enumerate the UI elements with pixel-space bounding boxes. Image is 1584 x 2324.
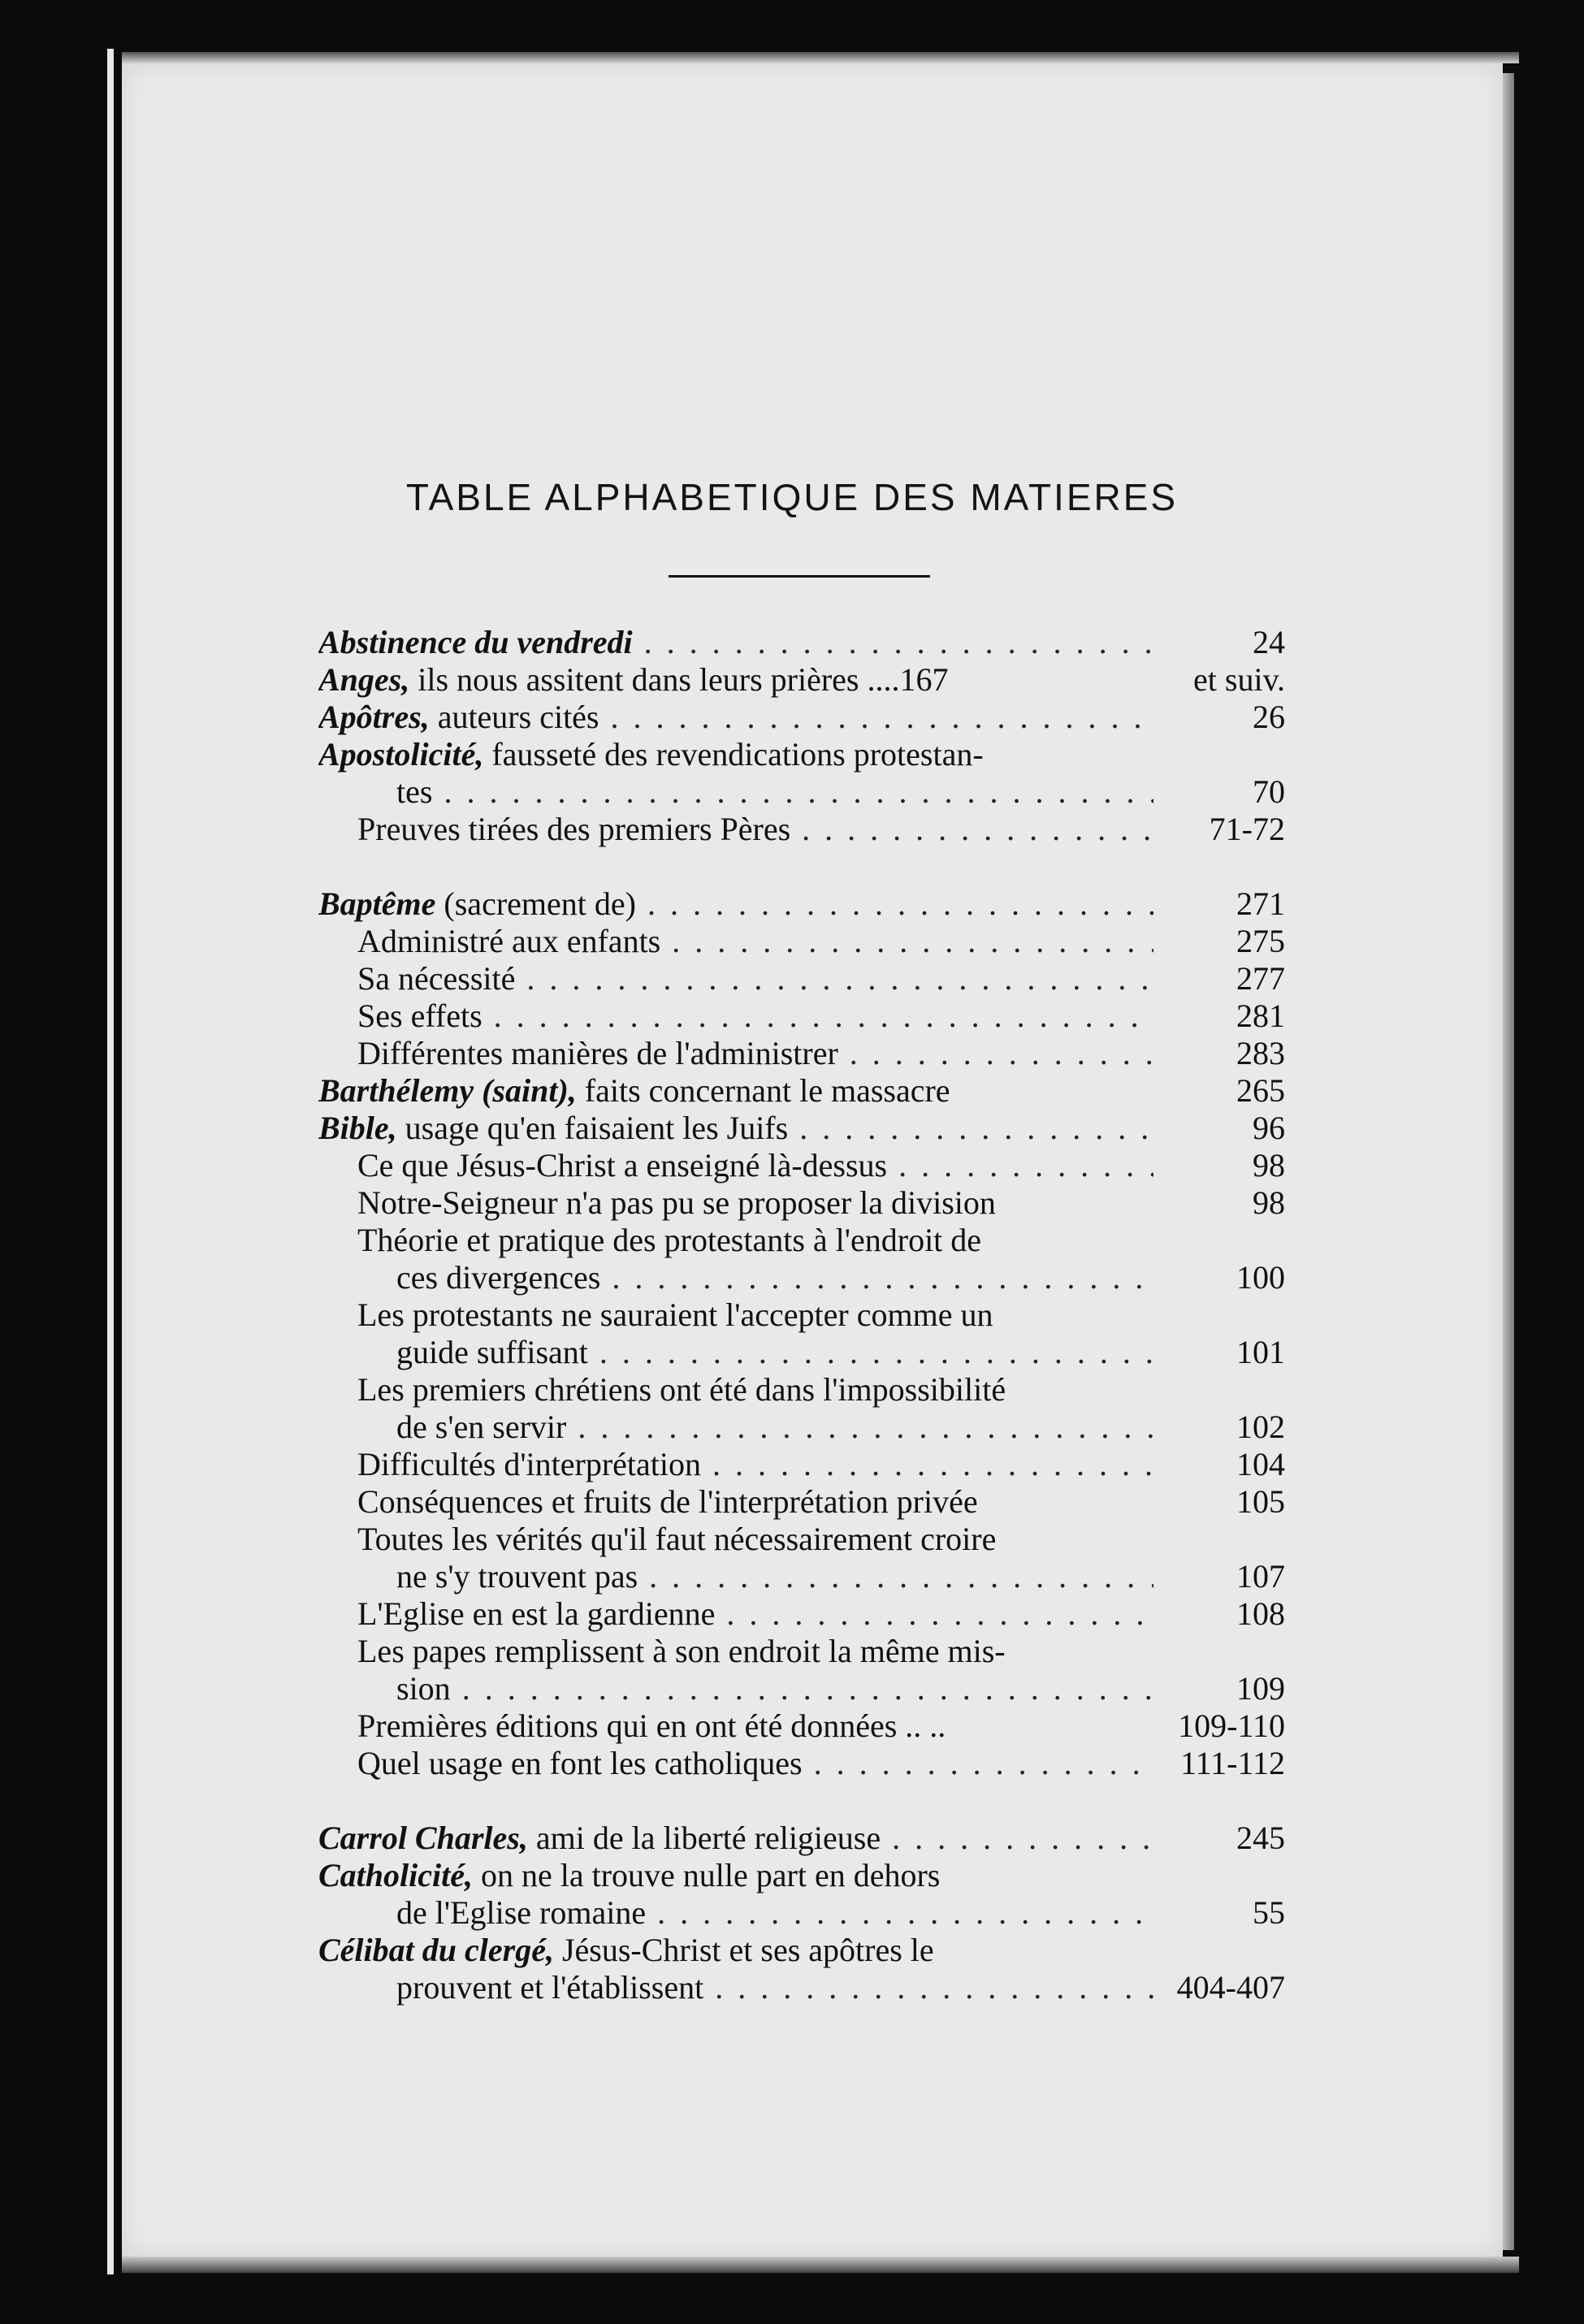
- index-entry: [318, 1147, 1285, 1184]
- index-entry-page: 404-407: [1172, 1969, 1285, 2006]
- index-entry: [318, 885, 1285, 923]
- index-entry-text: [357, 1371, 1153, 1409]
- index-entry: [318, 1184, 1285, 1222]
- index-entry-heading: Bible,: [318, 1110, 397, 1146]
- index-entry-text: [318, 736, 1153, 773]
- index-entry-text: [318, 1932, 1153, 1969]
- index-entry-description: guide suffisant: [396, 1334, 588, 1370]
- index-entry-text: [357, 1595, 1153, 1633]
- index-entry-text: [357, 998, 1153, 1035]
- index-entry-page: 98: [1248, 1147, 1285, 1184]
- index-entry-page: 111-112: [1175, 1745, 1285, 1782]
- page-left-edge: [107, 49, 114, 2274]
- index-entry-description: Ce que Jésus-Christ a enseigné là-dessus: [357, 1147, 888, 1184]
- title-divider: [669, 575, 930, 578]
- index-entry-heading: Abstinence du vendredi: [318, 624, 633, 660]
- index-entry-description: de s'en servir: [396, 1409, 567, 1445]
- index-entry-page: 283: [1231, 1035, 1285, 1072]
- index-entry-heading: Barthélemy (saint),: [318, 1072, 577, 1109]
- index-entry-text: [396, 773, 1153, 811]
- index-entry-description: auteurs cités: [429, 699, 599, 735]
- index-entry: [318, 1296, 1285, 1334]
- index-entry: [318, 1857, 1285, 1894]
- index-entry-text: [318, 699, 1153, 736]
- index-entry-heading: Célibat du clergé,: [318, 1932, 554, 1968]
- index-entry-heading: Anges,: [318, 661, 410, 698]
- index-entry-page: 70: [1248, 773, 1285, 811]
- index-entry: [318, 811, 1285, 848]
- index-entry-page: et suiv.: [1188, 661, 1285, 699]
- index-entry-text: [396, 1969, 1153, 2006]
- index-entry-description: tes: [396, 773, 433, 810]
- index-entry-description: ne s'y trouvent pas: [396, 1558, 638, 1595]
- index-entry-text: [318, 1820, 1153, 1857]
- index-entry: [318, 1707, 1285, 1745]
- index-entry: [318, 1259, 1285, 1296]
- index-entry-page: 107: [1231, 1558, 1285, 1595]
- index-entry-text: [396, 1558, 1153, 1595]
- index-entry-text: [357, 1184, 1153, 1222]
- index-entry-page: 100: [1231, 1259, 1285, 1296]
- index-entry-heading: Apostolicité,: [318, 736, 484, 773]
- index-entry-description: (sacrement de): [435, 885, 636, 922]
- index-entry-text: [357, 1707, 1153, 1745]
- index-entry-text: [318, 1857, 1153, 1894]
- index-entry-page: 55: [1248, 1894, 1285, 1932]
- index-entry-description: Preuves tirées des premiers Pères: [357, 811, 791, 847]
- index-entry-page: 105: [1231, 1483, 1285, 1521]
- index-entry-description: Notre-Seigneur n'a pas pu se proposer la division: [357, 1184, 996, 1221]
- index-entry-text: [357, 923, 1153, 960]
- index-entry: [318, 1894, 1285, 1932]
- index-entry: [318, 1521, 1285, 1558]
- index-entry: [318, 624, 1285, 661]
- index-entry: [318, 1371, 1285, 1409]
- index-entry-description: Les premiers chrétiens ont été dans l'impossibilité: [357, 1371, 1006, 1408]
- index-entry-text: [357, 1483, 1153, 1521]
- index-entry-page: 26: [1248, 699, 1285, 736]
- index-entry: [318, 1222, 1285, 1259]
- index-entry: [318, 1633, 1285, 1670]
- index-entry-text: [357, 811, 1153, 848]
- index-entry-description: ami de la liberté religieuse: [527, 1820, 881, 1856]
- index-entry-text: [357, 1147, 1153, 1184]
- index-entry-page: 109-110: [1173, 1707, 1285, 1745]
- page-title: TABLE ALPHABETIQUE DES MATIERES: [405, 476, 1179, 518]
- index-entry: [318, 1409, 1285, 1446]
- index-entry-page: 277: [1231, 960, 1285, 998]
- index-entry: [318, 998, 1285, 1035]
- index-entry-page: 245: [1231, 1820, 1285, 1857]
- index-entry-description: Jésus-Christ et ses apôtres le: [553, 1932, 934, 1968]
- index-entry-page: 275: [1231, 923, 1285, 960]
- index-entry-page: 98: [1248, 1184, 1285, 1222]
- index-entry: [318, 960, 1285, 998]
- index-entry-text: [318, 1072, 1153, 1110]
- index-entry-text: [318, 1110, 1153, 1147]
- index-entry-page: 101: [1231, 1334, 1285, 1371]
- index-entry: [318, 661, 1285, 699]
- index-entry-heading: Apôtres,: [318, 699, 430, 735]
- index-entry-text: [357, 1222, 1153, 1259]
- index-entry: [318, 1820, 1285, 1857]
- index-entry: [318, 1072, 1285, 1110]
- index-entry-text: [318, 885, 1153, 923]
- index-entry-description: sion: [396, 1670, 451, 1707]
- index-entry-heading: Baptême: [318, 885, 436, 922]
- index-entry-page: 108: [1231, 1595, 1285, 1633]
- index-entry: [318, 1035, 1285, 1072]
- index-entry-text: [318, 661, 1153, 699]
- index-entry: [318, 923, 1285, 960]
- index-entry-text: [357, 1745, 1153, 1782]
- index-entry-page: 281: [1231, 998, 1285, 1035]
- index-entry: [318, 1558, 1285, 1595]
- index-entry-description: Conséquences et fruits de l'interprétation privée: [357, 1483, 978, 1520]
- index-entry-page: 24: [1248, 624, 1285, 661]
- index-entry-text: [396, 1259, 1153, 1296]
- index-entry-page: 102: [1231, 1409, 1285, 1446]
- index-entry: [318, 1932, 1285, 1969]
- index-entry-description: prouvent et l'établissent: [396, 1969, 704, 2006]
- page-bottom-shadow: [122, 2257, 1519, 2273]
- index-entry-text: [396, 1409, 1153, 1446]
- index-entry: [318, 736, 1285, 773]
- index-entry-description: Différentes manières de l'administrer: [357, 1035, 838, 1071]
- index-entry-description: Sa nécessité: [357, 960, 516, 997]
- index-entry: [318, 699, 1285, 736]
- index-entry-description: Administré aux enfants: [357, 923, 661, 959]
- index-entry-description: Difficultés d'interprétation: [357, 1446, 702, 1482]
- index-entry: [318, 1745, 1285, 1782]
- index-entry-text: [318, 624, 1153, 661]
- index-entry-description: on ne la trouve nulle part en dehors: [473, 1857, 941, 1893]
- index-entry: [318, 1483, 1285, 1521]
- index-entry-description: Toutes les vérités qu'il faut nécessairement croire: [357, 1521, 997, 1557]
- index-entry: [318, 1595, 1285, 1633]
- index-entry-heading: Catholicité,: [318, 1857, 473, 1893]
- index-entry-text: [357, 1296, 1153, 1334]
- index-entry-description: Théorie et pratique des protestants à l'endroit de: [357, 1222, 982, 1258]
- index-entry: [318, 1334, 1285, 1371]
- index-entry-heading: Carrol Charles,: [318, 1820, 528, 1856]
- index-entry-page: 96: [1248, 1110, 1285, 1147]
- index-entry-text: [357, 1633, 1153, 1670]
- index-entry-page: 265: [1231, 1072, 1285, 1110]
- index-entry-description: Les protestants ne sauraient l'accepter comme un: [357, 1296, 993, 1333]
- index-entry-page: 71-72: [1205, 811, 1285, 848]
- index-entry-description: fausseté des revendications protestan-: [483, 736, 984, 773]
- index-entry: [318, 1670, 1285, 1707]
- index-entry-description: ces divergences: [396, 1259, 601, 1296]
- index-entry: [318, 1446, 1285, 1483]
- index-entry-text: [396, 1334, 1153, 1371]
- index-entry-text: [396, 1670, 1153, 1707]
- index-entry-description: de l'Eglise romaine: [396, 1894, 647, 1931]
- index-entry: [318, 773, 1285, 811]
- index-entry-page: 109: [1231, 1670, 1285, 1707]
- index-entry-description: Premières éditions qui en ont été données .. ..: [357, 1707, 946, 1744]
- page-right-edge: [1503, 73, 1514, 2250]
- index-entry-description: usage qu'en faisaient les Juifs: [396, 1110, 789, 1146]
- index-entry-text: [357, 1446, 1153, 1483]
- index-entry-description: L'Eglise en est la gardienne: [357, 1595, 716, 1632]
- index-entry-page: 271: [1231, 885, 1285, 923]
- index-entry: [318, 1110, 1285, 1147]
- index-entry-description: ils nous assitent dans leurs prières ....167: [409, 661, 949, 698]
- index-entry: [318, 1969, 1285, 2006]
- index-entry-description: faits concernant le massacre: [576, 1072, 950, 1109]
- index-entry-description: Les papes remplissent à son endroit la même mis-: [357, 1633, 1006, 1669]
- index-entry-text: [357, 1521, 1153, 1558]
- index-entry-description: Ses effets: [357, 998, 483, 1034]
- index-entry-description: Quel usage en font les catholiques: [357, 1745, 803, 1781]
- index-entry-page: 104: [1231, 1446, 1285, 1483]
- index-entry-text: [357, 960, 1153, 998]
- index-entry-text: [396, 1894, 1153, 1932]
- index-entries: [318, 624, 1285, 2006]
- index-entry-text: [357, 1035, 1153, 1072]
- page-top-shadow: [122, 52, 1519, 63]
